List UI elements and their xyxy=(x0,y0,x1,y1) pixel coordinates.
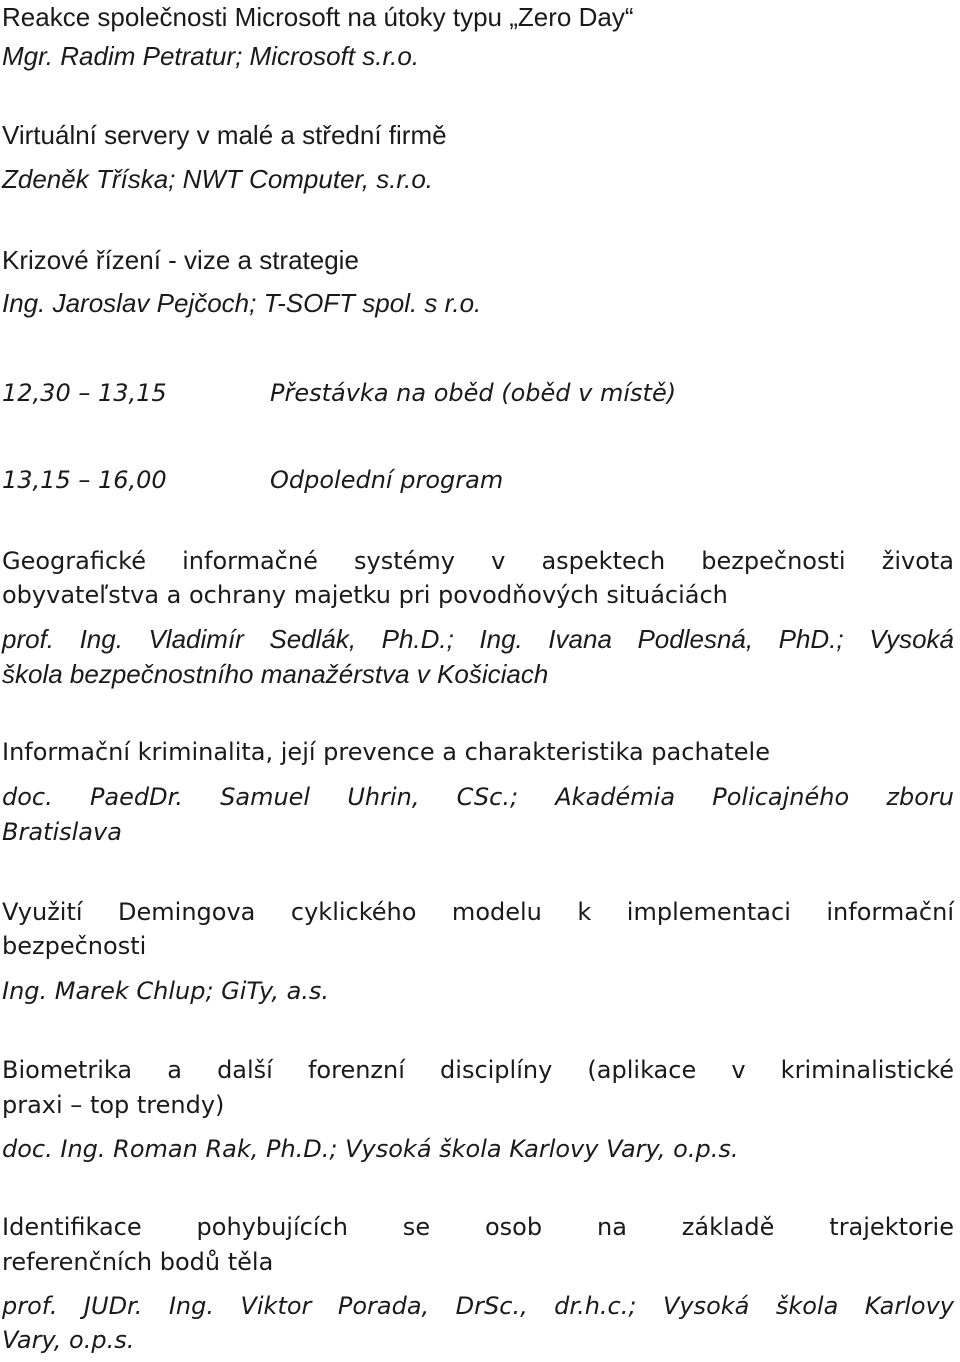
session-title: obyvateľstva a ochrany majetku pri povodňových situáciách xyxy=(2,581,728,609)
session-title: Identifikace pohybujících se osob na základě trajektorie xyxy=(2,1213,954,1241)
session-title: Virtuální servery v malé a střední firmě xyxy=(2,120,447,150)
session-title: Geografické informačné systémy v aspektech bezpečnosti života xyxy=(2,547,954,575)
session-title: Biometrika a další forenzní disciplíny (aplikace v kriminalistické xyxy=(2,1056,954,1084)
session-title: praxi – top trendy) xyxy=(2,1091,225,1119)
session-speaker: Ing. Jaroslav Pejčoch; T-SOFT spol. s r.o. xyxy=(2,288,482,318)
schedule-label: Přestávka na oběd (oběd v místě) xyxy=(270,379,677,407)
schedule-time: 12,30 – 13,15 xyxy=(2,379,167,407)
session-speaker: Ing. Marek Chlup; GiTy, a.s. xyxy=(2,977,330,1005)
session-speaker: Mgr. Radim Petratur; Microsoft s.r.o. xyxy=(2,41,420,71)
session-speaker: prof. Ing. Vladimír Sedlák, Ph.D.; Ing. Ivana Podlesná, PhD.; Vysoká xyxy=(2,624,954,654)
session-title: Informační kriminalita, její prevence a charakteristika pachatele xyxy=(2,738,770,766)
session-speaker: Zdeněk Tříska; NWT Computer, s.r.o. xyxy=(2,164,434,194)
session-title: Krizové řízení - vize a strategie xyxy=(2,245,359,275)
session-speaker: doc. Ing. Roman Rak, Ph.D.; Vysoká škola Karlovy Vary, o.p.s. xyxy=(2,1135,739,1163)
session-title: Reakce společnosti Microsoft na útoky typu „Zero Day“ xyxy=(2,2,634,32)
schedule-label: Odpolední program xyxy=(270,466,504,494)
session-speaker: doc. PaedDr. Samuel Uhrin, CSc.; Akadémia Policajného zboru xyxy=(2,783,954,811)
schedule-time: 13,15 – 16,00 xyxy=(2,466,167,494)
session-speaker: prof. JUDr. Ing. Viktor Porada, DrSc., dr.h.c.; Vysoká škola Karlovy xyxy=(2,1292,954,1320)
session-title: referenčních bodů těla xyxy=(2,1248,274,1276)
session-title: bezpečnosti xyxy=(2,932,147,960)
session-speaker: Bratislava xyxy=(2,818,122,846)
session-speaker: Vary, o.p.s. xyxy=(2,1326,135,1354)
session-title: Využití Demingova cyklického modelu k implementaci informační xyxy=(2,898,954,926)
session-speaker: škola bezpečnostního manažérstva v Košiciach xyxy=(2,659,549,689)
